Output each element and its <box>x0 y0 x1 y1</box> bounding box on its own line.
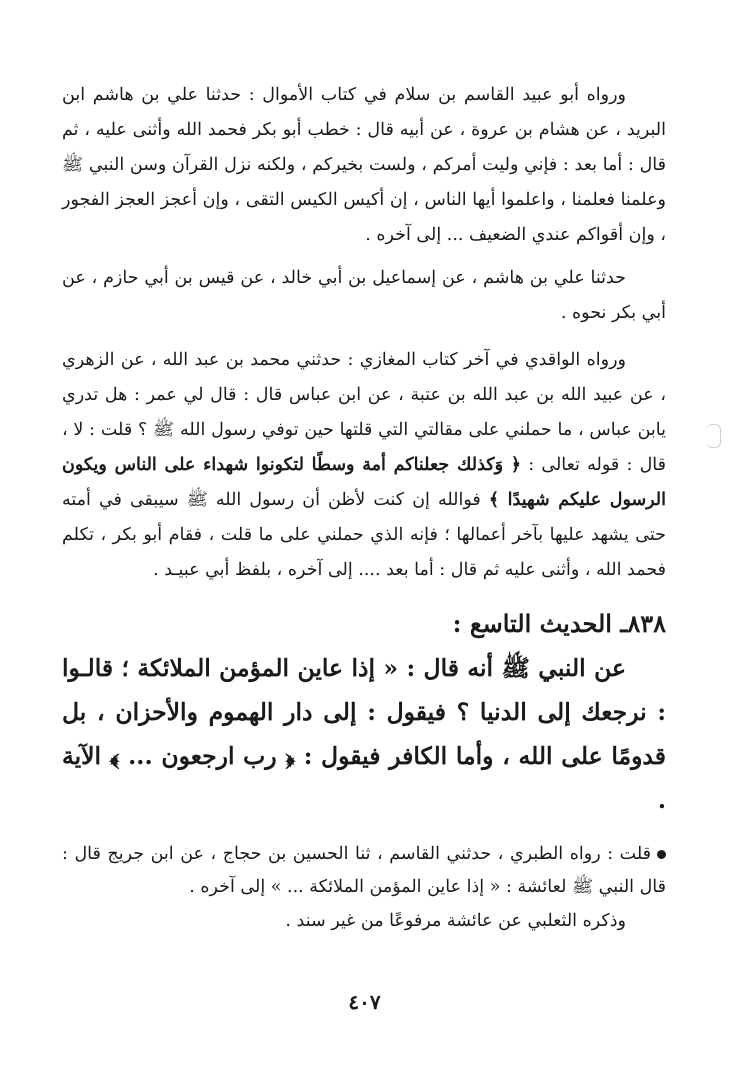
page-number: ٤٠٧ <box>348 990 381 1014</box>
bullet-icon <box>657 850 666 859</box>
quran-verse: ﴿ وَكذلك جعلناكم أمة وسطًا لتكونوا شهداء على الناس ويكون الرسول عليكم شهيدًا ﴾ <box>62 455 666 510</box>
paragraph-abu-ubaid: ورواه أبو عبيد القاسم بن سلام في كتاب الأموال : حدثنا علي بن هاشم ابن البريد ، عن هشام بن عروة ، عن أبيه قال : خطب أبو بكر فحمد الله وأثنى عليه ، ثم قال : أما بعد : فإني وليت أمركم ، ولست بخيركم ، ولكنه نزل القرآن وسن النبي ﷺ وعلمنا فعلمنا ، واعلموا أيها الناس ، إن أكيس الكيس التقى ، وإن أعجز العجز الفجور ، وإن أقواكم عندي الضعيف ... إلى آخره . <box>62 85 666 245</box>
waqidi-text-a: ورواه الواقدي في آخر كتاب المغازي : حدثني محمد بن عبد الله ، عن الزهري ، عن عبيد الله بن عبد الله بن عتبة ، عن ابن عباس قال : قال لي عمر : هل تدري يابن عباس ، ما حملني على مقالتي التي قلتها حين توفي رسول الله ﷺ ؟ قلت : لا ، قال : قوله تعالى : <box>62 350 666 475</box>
page-body <box>62 78 666 939</box>
paragraph-waqidi <box>62 343 666 588</box>
hadith-heading: ٨٣٨ـ الحديث التاسع : <box>452 609 666 638</box>
commentary-line-2: وذكره الثعلبي عن عائشة مرفوعًا من غير سند . <box>285 911 626 931</box>
hadith-text: عن النبي ﷺ أنه قال : « إذا عاين المؤمن الملائكة ؛ قالـوا : نرجعك إلى الدنيا ؟ فيقول : إلى دار الهموم والأحزان ، بل قدومًا على الله ، وأما الكافر فيقول : ﴿ رب ارجعون ... ﴾ الآية . <box>62 654 666 814</box>
waqidi-text-b: فوالله إن كنت لأظن أن رسول الله ﷺ سيبقى في أمته حتى يشهد عليها بآخر أعمالها ؛ فإنه الذي حملني على ما قلت ، فقام أبو بكر ، تكلم فحمد الله ، وأثنى عليه ثم قال : أما بعد .... إلى آخره ، بلفظ أبي عبيـد . <box>62 490 666 580</box>
commentary-note <box>62 838 666 904</box>
paragraph-isnad: حدثنا علي بن هاشم ، عن إسماعيل بن أبي خالد ، عن قيس بن أبي حازم ، عن أبي بكر نحوه . <box>62 268 666 323</box>
margin-mark <box>706 424 721 448</box>
commentary-line-1: قلت : رواه الطبري ، حدثني القاسم ، ثنا الحسين بن حجاج ، عن ابن جريج قال : قال النبي ﷺ لعائشة : « إذا عاين المؤمن الملائكة ... » إلى آخره . <box>62 844 666 897</box>
